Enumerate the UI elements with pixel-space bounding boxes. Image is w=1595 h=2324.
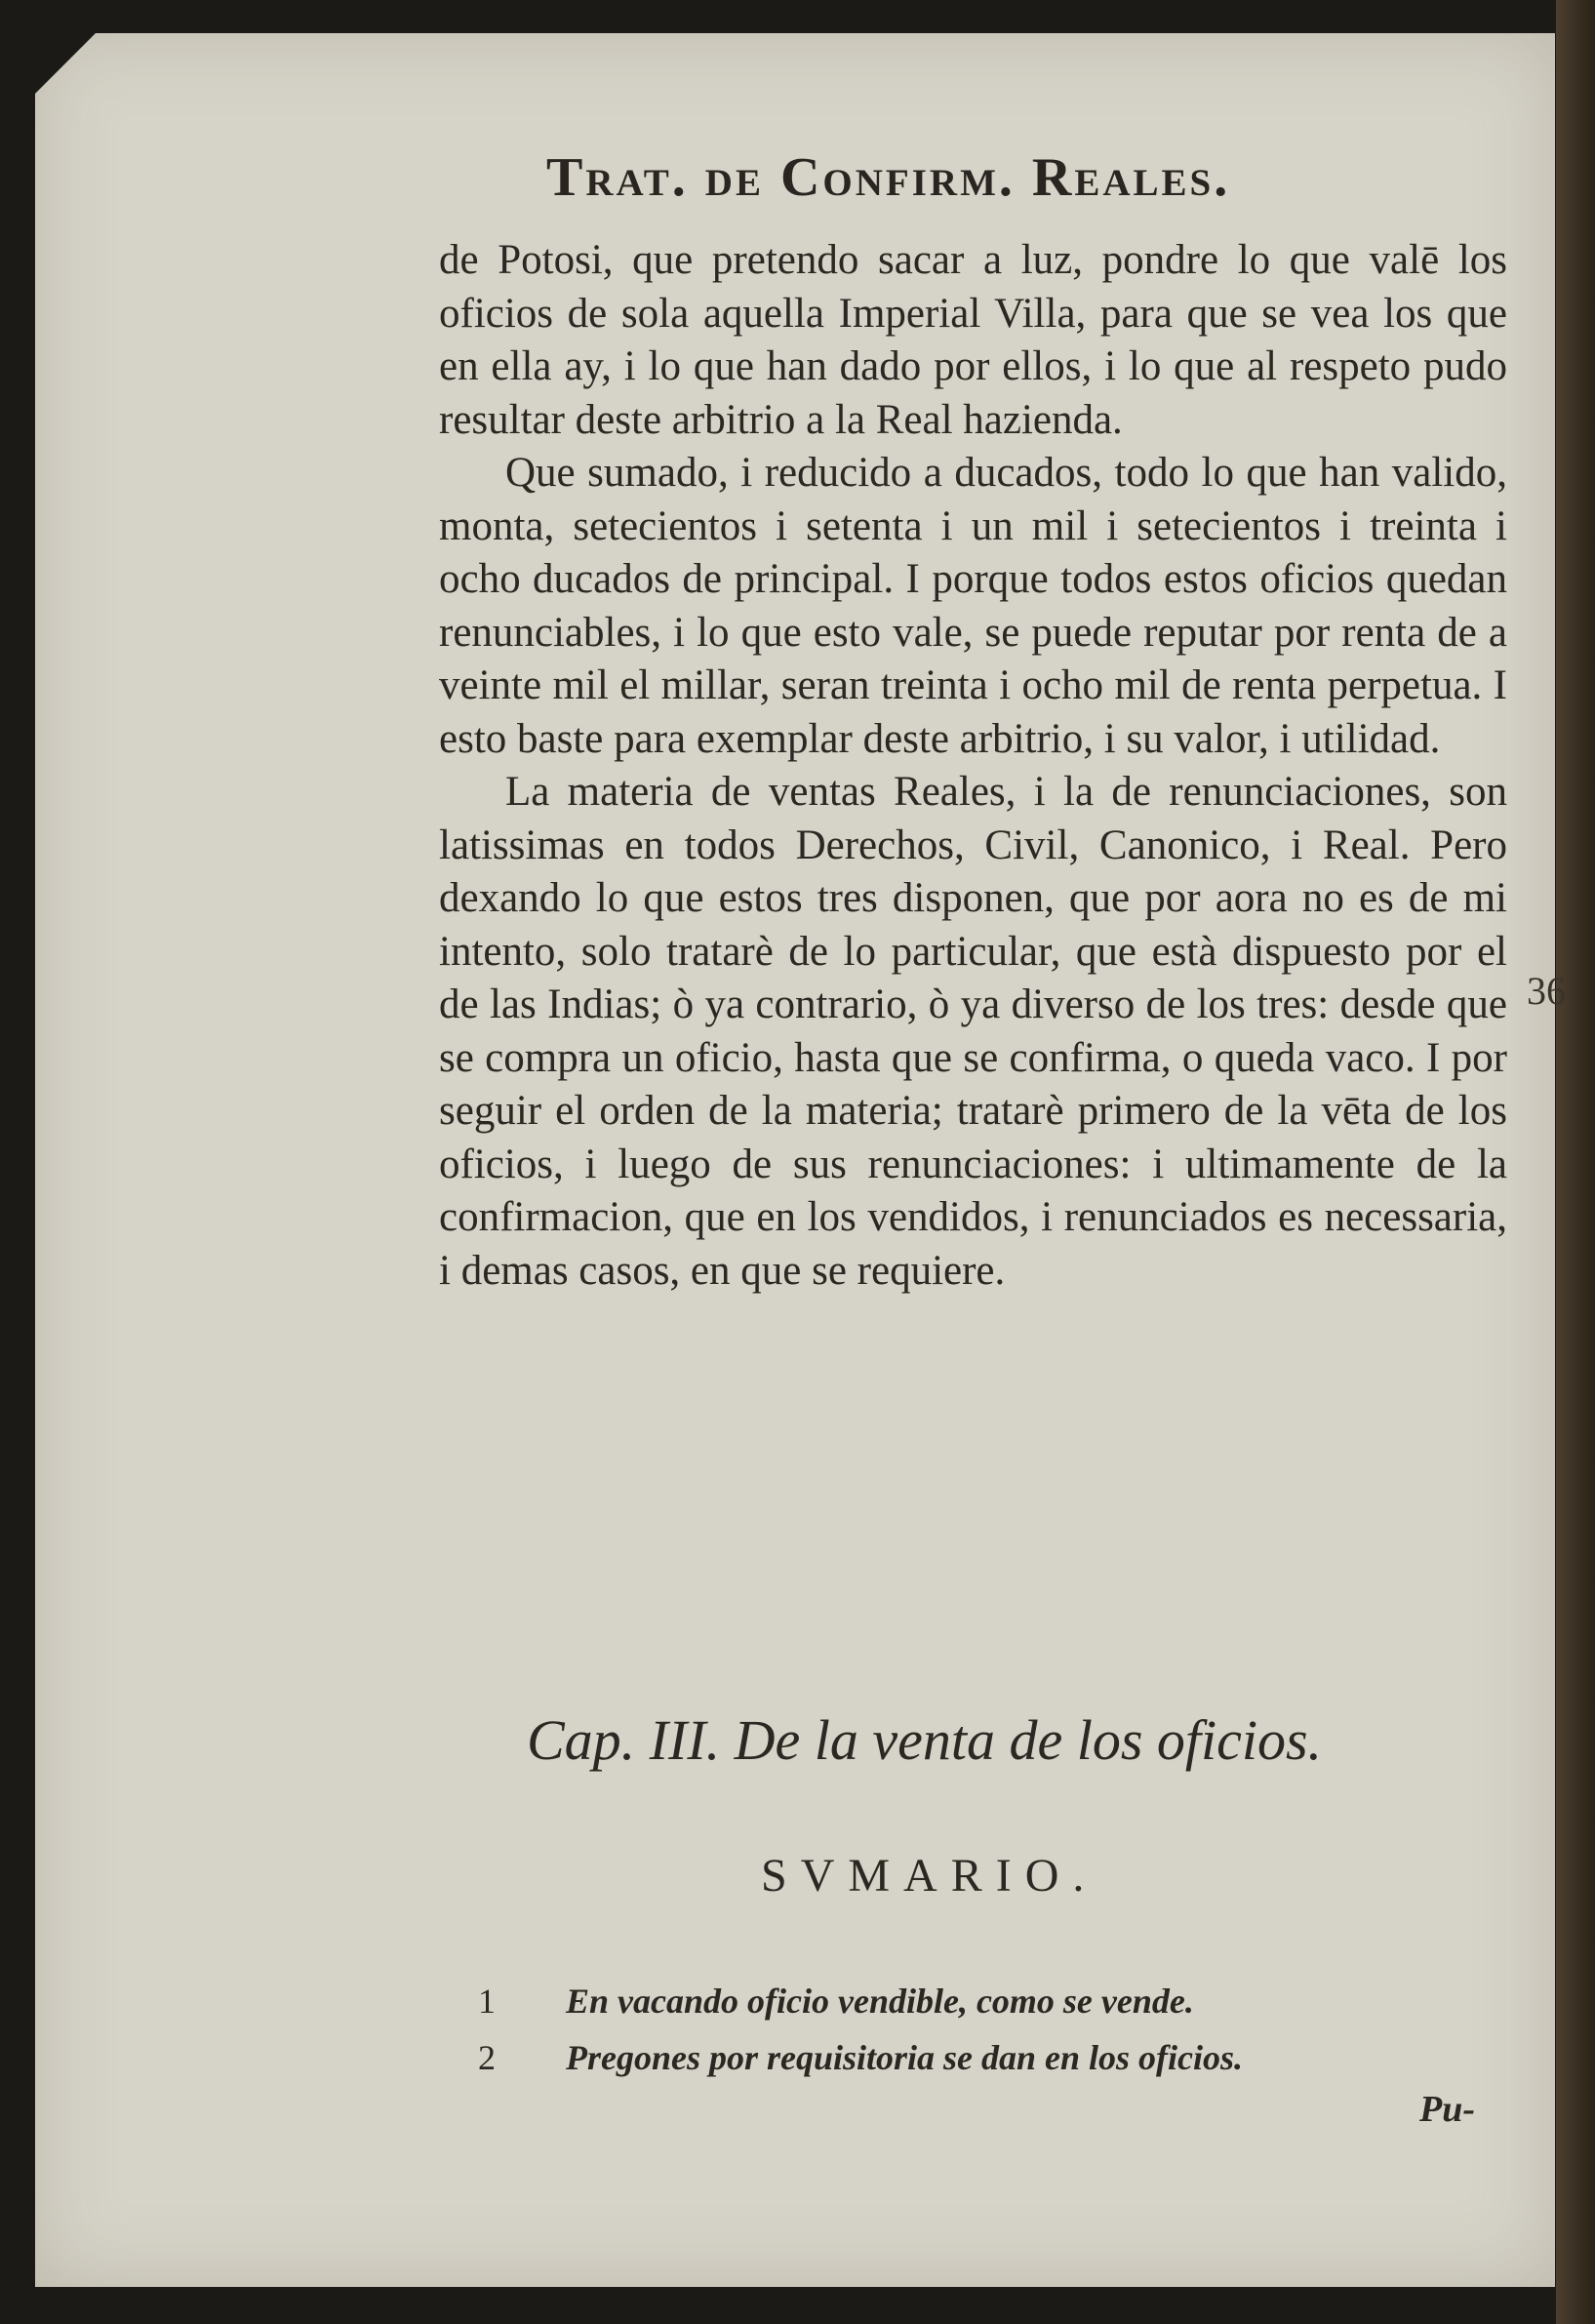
summary-item-text: Pregones por requisitoria se dan en los oficios. [566,2038,1244,2077]
chapter-heading: Cap. III. De la venta de los oficios. [527,1708,1323,1772]
paragraph-1: de Potosi, que pretendo sacar a luz, pondre lo que valē los oficios de sola aquella Imperial Villa, para que se vea los que en ella ay, i lo que han dado por ellos, i lo que al respeto pudo resultar deste arbitrio a la Real hazienda. [439,237,1507,443]
summary-item-number: 2 [478,2038,496,2077]
summary-item [478,1981,1502,2022]
paragraph-2: Que sumado, i reducido a ducados, todo lo que han valido, monta, setecientos i setenta i un mil i setecientos i treinta i ocho ducados de principal. I porque todos estos oficios quedan renunciables, i lo que esto vale, se puede reputar por renta de a veinte mil el millar, seran treinta i ocho mil de renta perpetua. I esto baste para exemplar deste arbitrio, i su valor, i utilidad. [439,450,1507,762]
book-edge [1556,0,1595,2324]
margin-folio-note: 36 [1527,969,1566,1013]
running-title: Trat. de Confirm. Reales. [546,147,1231,208]
paragraph-3: La materia de ventas Reales, i la de renunciaciones, son latissimas en todos Derechos, Civil, Canonico, i Real. Pero dexando lo que estos tres disponen, que por aora no es de mi intento, solo tratarè de lo particular, que està dispuesto por el de las Indias; ò ya contrario, ò ya diverso de los tres: desde que se compra un oficio, hasta que se confirma, o queda vaco. I por seguir el orden de la materia; tratarè primero de la vēta de los oficios, i luego de sus renunciaciones: i ultimamente de la confirmacion, que en los vendidos, i renunciados es necessaria, i demas casos, en que se requiere. [439,769,1507,1294]
summary-item-text: En vacando oficio vendible, como se vende. [566,1982,1194,2021]
summary-heading: SVMARIO. [761,1850,1098,1902]
body-text [439,234,1507,1298]
summary-item-number: 1 [478,1982,496,2021]
summary-item [478,2037,1502,2078]
catchword: Pu- [1419,2089,1475,2130]
